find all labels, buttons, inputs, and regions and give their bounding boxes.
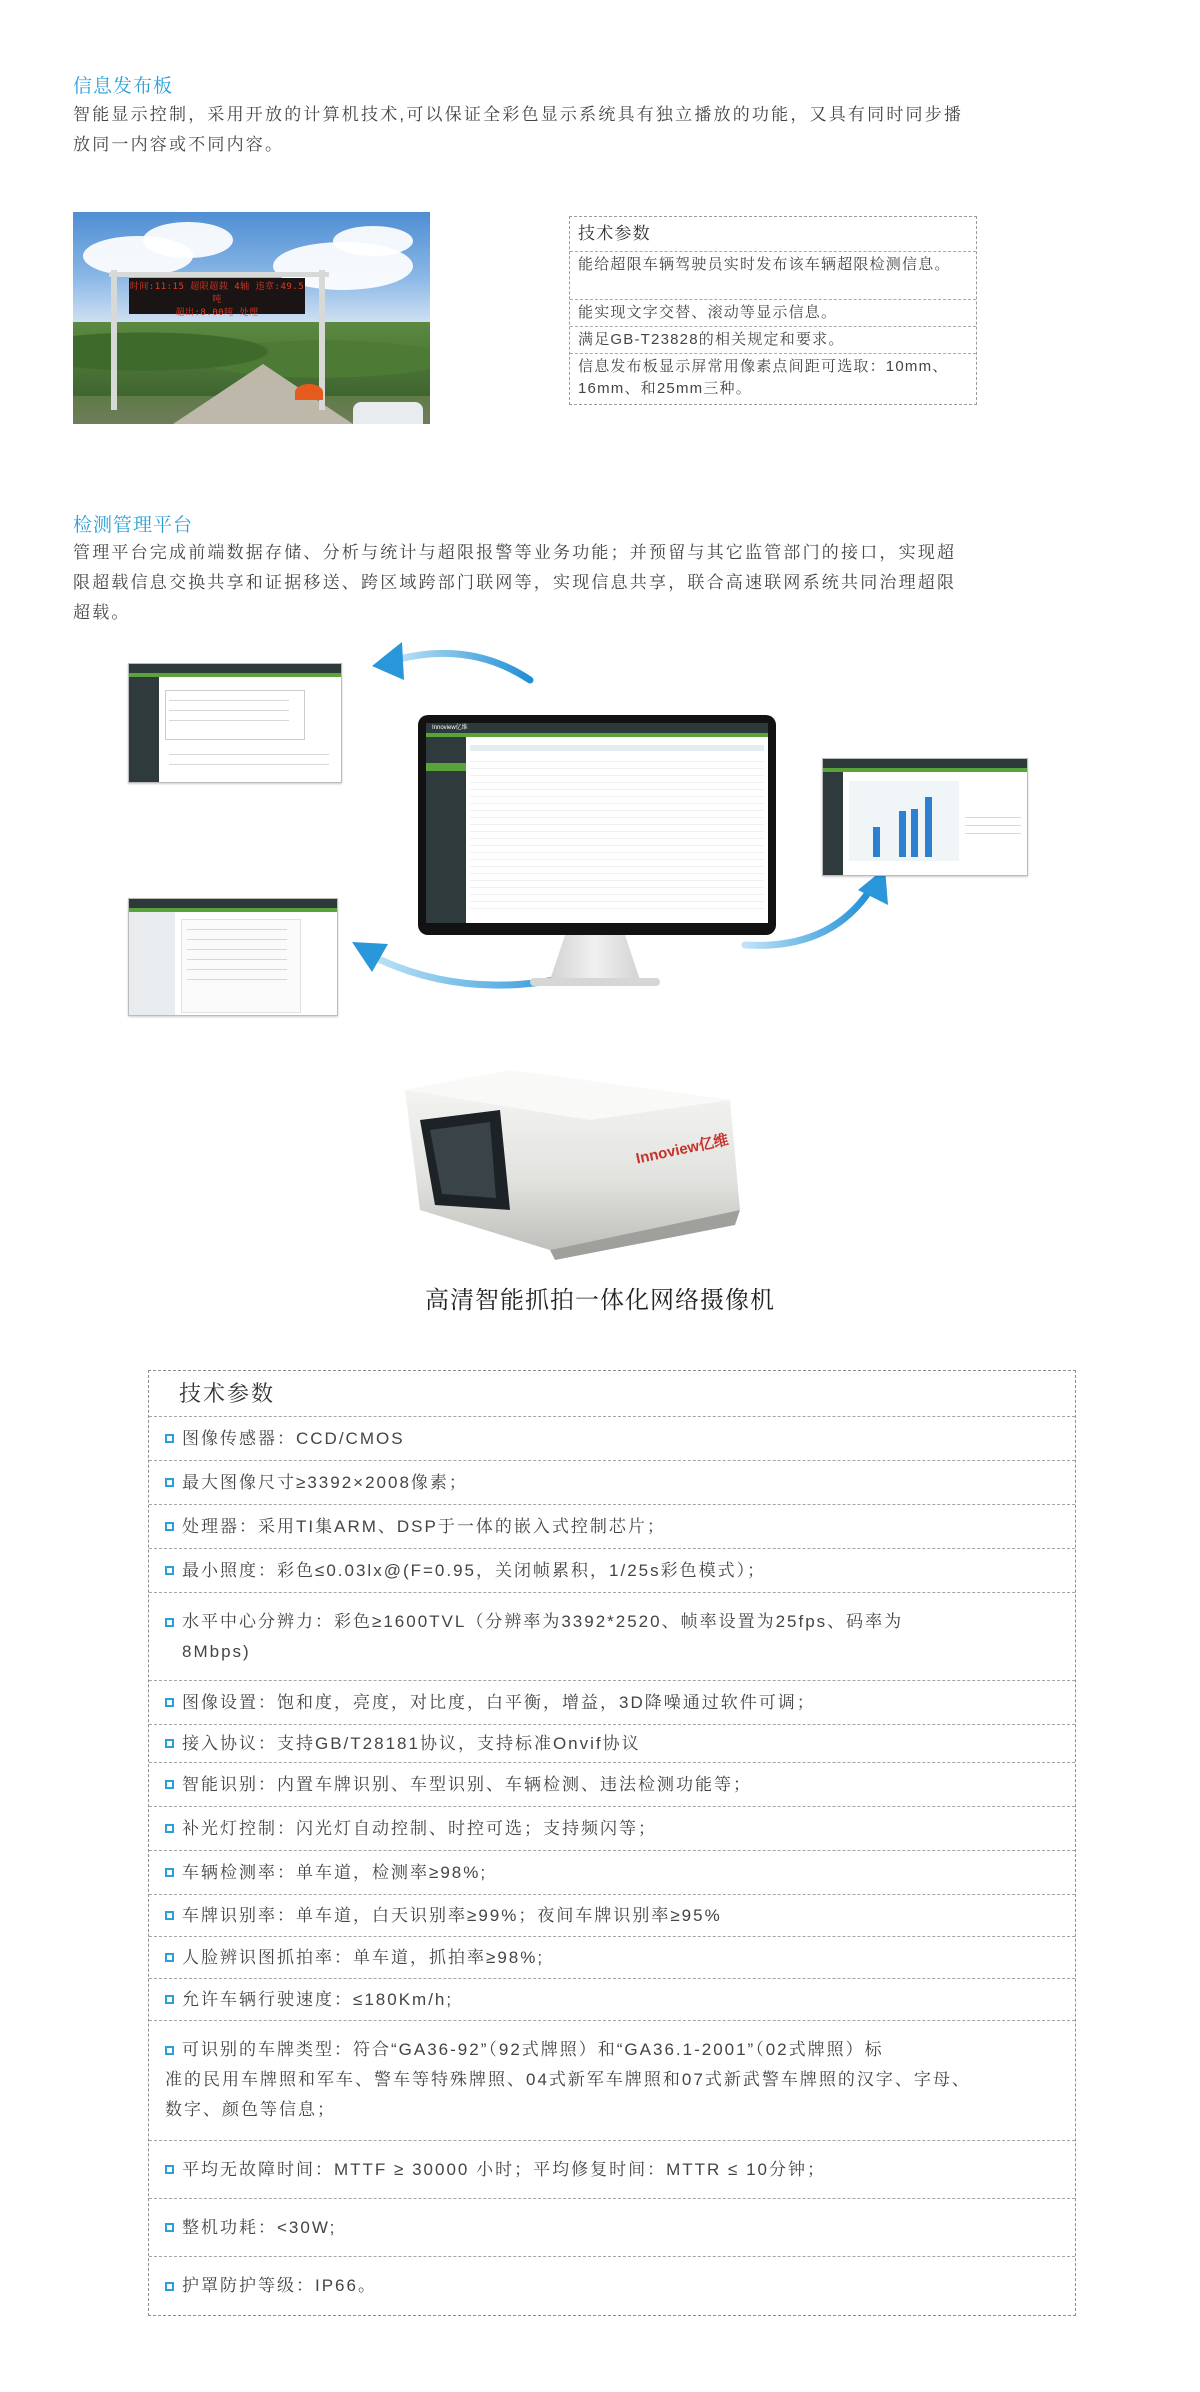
square-bullet-icon — [165, 2223, 174, 2232]
section1-description — [73, 100, 1133, 160]
specs-table — [148, 1370, 1076, 2316]
monitor — [418, 715, 776, 935]
square-bullet-icon — [165, 1824, 174, 1833]
led-params-row: 能给超限车辆驾驶员实时发布该车辆超限检测信息。 — [570, 252, 976, 300]
square-bullet-icon — [165, 1953, 174, 1962]
section1-desc-line1: 智能显示控制，采用开放的计算机技术,可以保证全彩色显示系统具有独立播放的功能，又具有同时同步播 — [73, 105, 964, 124]
section1-desc-line2: 放同一内容或不同内容。 — [73, 135, 285, 154]
square-bullet-icon — [165, 1478, 174, 1487]
square-bullet-icon — [165, 1868, 174, 1877]
section2-desc-line3: 超载。 — [73, 603, 131, 622]
camera-image — [390, 1060, 750, 1260]
square-bullet-icon — [165, 1995, 174, 2004]
led-params-row: 能实现文字交替、滚动等显示信息。 — [570, 300, 976, 327]
monitor-brand: Innoview亿维 — [426, 723, 768, 733]
spec-row: 智能识别：内置车牌识别、车型识别、车辆检测、违法检测功能等； — [149, 1763, 1075, 1807]
spec-row: 最小照度：彩色≤0.03lx@(F=0.95，关闭帧累积，1/25s彩色模式）； — [149, 1549, 1075, 1593]
spec-row: 图像传感器：CCD/CMOS — [149, 1417, 1075, 1461]
spec-row: 最大图像尺寸≥3392×2008像素； — [149, 1461, 1075, 1505]
spec-row: 图像设置：饱和度，亮度，对比度，白平衡，增益，3D降噪通过软件可调； — [149, 1681, 1075, 1725]
chart-bar — [873, 827, 880, 857]
led-params-row: 信息发布板显示屏常用像素点间距可选取：10mm、16mm、和25mm三种。 — [578, 358, 949, 397]
chart-bar — [925, 797, 932, 857]
chart-bar — [911, 809, 918, 857]
led-params-header: 技术参数 — [570, 217, 976, 252]
section2-title: 检测管理平台 — [73, 515, 194, 536]
square-bullet-icon — [165, 1698, 174, 1707]
led-params-table — [569, 216, 977, 405]
arrow-top-left-icon — [372, 642, 530, 680]
screenshot-query-form — [128, 663, 342, 783]
square-bullet-icon — [165, 1780, 174, 1789]
section2-desc-line1: 管理平台完成前端数据存储、分析与统计与超限报警等业务功能；并预留与其它监管部门的接口，实现超 — [73, 543, 957, 562]
spec-row: 整机功耗：<30W; — [149, 2199, 1075, 2257]
section1-title: 信息发布板 — [73, 76, 174, 97]
monitor-base — [530, 978, 660, 986]
camera-icon — [390, 1060, 750, 1260]
screenshot-statistics-chart — [822, 758, 1028, 876]
square-bullet-icon — [165, 1522, 174, 1531]
camera-brand: Innoview亿维 — [634, 1131, 731, 1168]
spec-row: 护罩防护等级：IP66。 — [149, 2257, 1075, 2315]
square-bullet-icon — [165, 1739, 174, 1748]
square-bullet-icon — [165, 2046, 174, 2055]
square-bullet-icon — [165, 1434, 174, 1443]
spec-row: 车辆检测率：单车道，检测率≥98%; — [149, 1851, 1075, 1895]
led-line2: 超出:8.00吨 处理 — [175, 308, 259, 318]
section2-description — [73, 538, 1133, 628]
camera-product-name: 高清智能抓拍一体化网络摄像机 — [425, 1287, 775, 1314]
spec-row: 允许车辆行驶速度：≤180Km/h; — [149, 1979, 1075, 2021]
square-bullet-icon — [165, 2282, 174, 2291]
led-display — [129, 278, 305, 318]
spec-row: 补光灯控制：闪光灯自动控制、时控可选；支持频闪等； — [149, 1807, 1075, 1851]
square-bullet-icon — [165, 1911, 174, 1920]
spec-row: 人脸辨识图抓拍率：单车道，抓拍率≥98%; — [149, 1937, 1075, 1979]
led-board-photo — [73, 212, 430, 424]
square-bullet-icon — [165, 2165, 174, 2174]
spec-row: 可识别的车牌类型：符合“GA36-92”（92式牌照）和“GA36.1-2001”（02式牌照）标 准的民用车牌照和军车、警车等特殊牌照、04式新军车牌照和07式新武警车牌照的汉字、字母、 数字、颜色等信息； — [149, 2021, 1075, 2141]
spec-row: 平均无故障时间：MTTF ≥ 30000 小时；平均修复时间：MTTR ≤ 10分钟； — [149, 2141, 1075, 2199]
spec-row: 水平中心分辨力：彩色≥1600TVL（分辨率为3392*2520、帧率设置为25fps、码率为 8Mbps) — [149, 1593, 1075, 1681]
square-bullet-icon — [165, 1618, 174, 1627]
monitor-screen — [426, 723, 768, 923]
square-bullet-icon — [165, 1566, 174, 1575]
led-params-row: 满足GB-T23828的相关规定和要求。 — [570, 327, 976, 354]
spec-row: 处理器：采用TI集ARM、DSP于一体的嵌入式控制芯片； — [149, 1505, 1075, 1549]
specs-header: 技术参数 — [149, 1371, 1075, 1417]
led-line1: 时间:11:15 超限超载 4轴 违章:49.5吨 — [129, 282, 305, 305]
chart-bar — [899, 811, 906, 857]
screenshot-document-view — [128, 898, 338, 1016]
spec-row: 车牌识别率：单车道，白天识别率≥99%；夜间车牌识别率≥95% — [149, 1895, 1075, 1937]
spec-row: 接入协议：支持GB/T28181协议，支持标准Onvif协议 — [149, 1725, 1075, 1763]
section2-desc-line2: 限超载信息交换共享和证据移送、跨区域跨部门联网等，实现信息共享，联合高速联网系统共同治理超限 — [73, 573, 957, 592]
